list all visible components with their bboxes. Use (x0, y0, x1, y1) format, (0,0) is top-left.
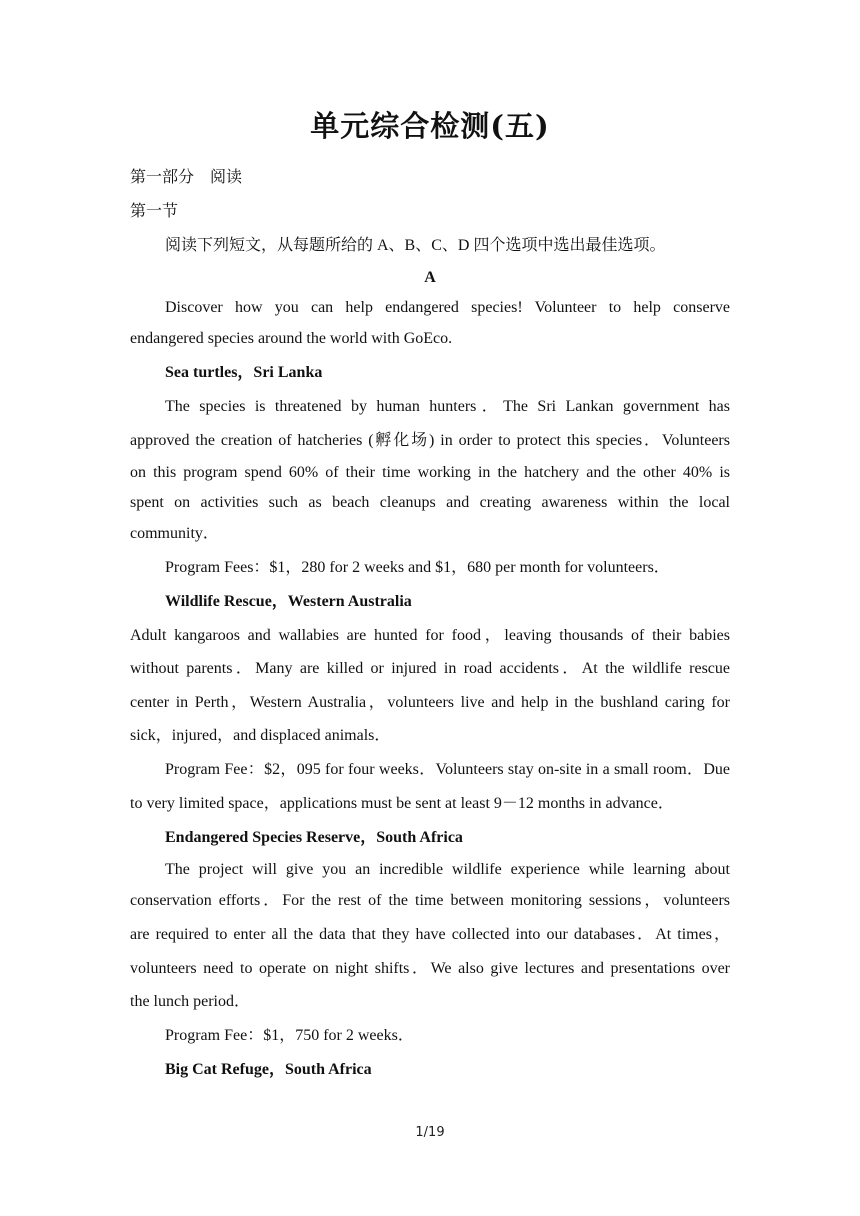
program-heading: Big Cat Refuge，South Africa (165, 1061, 372, 1078)
paragraph-line: Adult kangaroos and wallabies are hunted for food，leaving thousands of their babies (130, 627, 730, 644)
paragraph-line: The species is threatened by human hunters．The Sri Lankan government has (165, 398, 730, 415)
paragraph-line: conservation efforts．For the rest of the time between monitoring sessions，volunteers (130, 892, 731, 909)
page-title: 单元综合检测(五) (310, 109, 550, 143)
paragraph-line: center in Perth，Western Australia，volunteers live and help in the bushland caring for (130, 694, 730, 711)
paragraph-line: without parents．Many are killed or injured in road accidents．At the wildlife rescue (130, 660, 731, 677)
program-fee: Program Fee：$2，095 for four weeks．Volunteers stay on-site in a small room．Due (165, 761, 730, 778)
intro-line: Discover how you can help endangered species! Volunteer to help conserve (165, 299, 730, 316)
paragraph-line: the lunch period． (130, 993, 250, 1010)
program-fee: Program Fee：$1，750 for 2 weeks． (165, 1027, 414, 1044)
program-heading: Endangered Species Reserve，South Africa (165, 829, 463, 846)
paragraph-line: on this program spend 60% of their time working in the hatchery and the other 40% is (130, 464, 730, 481)
program-heading: Wildlife Rescue，Western Australia (165, 593, 412, 610)
page-number: 1/19 (415, 1125, 445, 1140)
instructions: 阅读下列短文，从每题所给的 A、B、C、D 四个选项中选出最佳选项。 (165, 237, 666, 254)
program-heading: Sea turtles，Sri Lanka (165, 364, 323, 381)
program-fee: to very limited space，applications must be sent at least 9－12 months in advance． (130, 795, 674, 812)
paragraph-line: sick，injured，and displaced animals． (130, 727, 391, 744)
section-heading: 第一部分 阅读 (130, 169, 243, 186)
paragraph-line: spent on activities such as beach cleanups and creating awareness within the local (130, 494, 730, 511)
subsection-heading: 第一节 (130, 203, 179, 220)
paragraph-line: volunteers need to operate on night shifts．We also give lectures and presentations over (130, 960, 730, 977)
paragraph-line: community． (130, 525, 219, 542)
paragraph-line: are required to enter all the data that they have collected into our databases．At times， (130, 926, 730, 943)
program-fee: Program Fees：$1，280 for 2 weeks and $1，680 per month for volunteers． (165, 559, 670, 576)
paragraph-line: approved the creation of hatcheries (孵化场) in order to protect this species．Volunteers (130, 432, 730, 449)
passage-label: A (424, 269, 436, 286)
intro-line: endangered species around the world with GoEco. (130, 330, 453, 347)
paragraph-line: The project will give you an incredible wildlife experience while learning about (165, 861, 730, 878)
